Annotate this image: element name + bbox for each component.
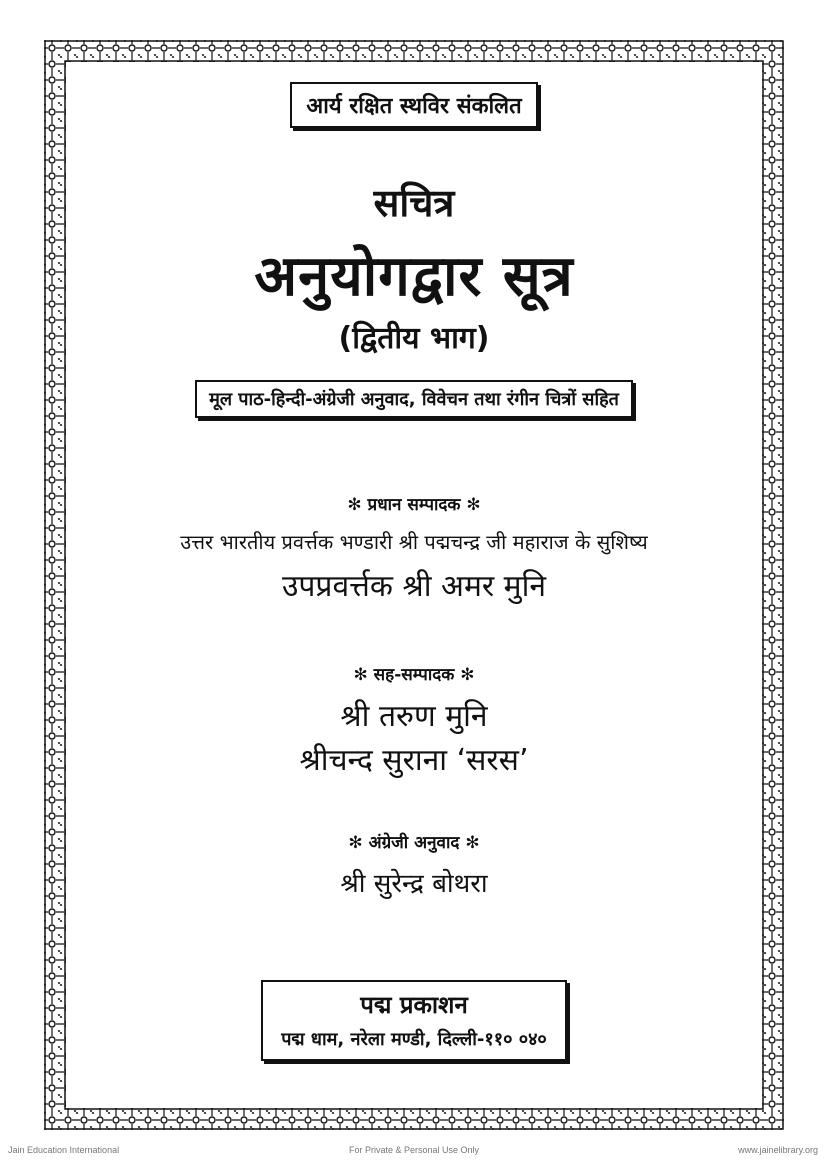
compiler-label-box [72, 82, 756, 128]
subtitle-box [72, 380, 756, 418]
co-editor-name-1: श्री तरुण मुनि [340, 699, 488, 734]
star-icon: ✻ [347, 495, 362, 515]
chief-editor-name: उपप्रवर्त्तक श्री अमर मुनि [281, 569, 547, 604]
star-icon: ✻ [466, 495, 481, 515]
co-editor-role [72, 662, 756, 685]
disciple-line: उत्तर भारतीय प्रवर्त्तक भण्डारी श्री पद्मचन्द्र जी महाराज के सुशिष्य [180, 530, 648, 554]
star-icon: ✻ [460, 665, 475, 685]
footer-right: www.jainelibrary.org [738, 1145, 818, 1155]
footer-left: Jain Education International [8, 1145, 120, 1155]
translator-name: श्री सुरेन्द्र बोथरा [340, 869, 488, 899]
main-title: अनुयोगद्वार सूत्र [254, 244, 574, 309]
star-icon: ✻ [465, 833, 480, 853]
co-editor-name-2: श्रीचन्द सुराना ‘सरस’ [299, 743, 529, 778]
footer-center: For Private & Personal Use Only [348, 1145, 480, 1155]
translator-role-label: अंग्रेजी अनुवाद [368, 833, 460, 853]
chief-editor-role-label: प्रधान सम्पादक [367, 495, 461, 515]
co-editor-role-label: सह-सम्पादक [373, 665, 455, 685]
chief-editor-role [72, 492, 756, 515]
star-icon: ✻ [353, 665, 368, 685]
compiler-label: आर्य रक्षित स्थविर संकलित [290, 82, 537, 128]
title-content [72, 68, 756, 1102]
publisher-name: पद्म प्रकाशन [360, 991, 468, 1019]
part-label: (द्वितीय भाग) [338, 321, 490, 356]
star-icon: ✻ [348, 833, 363, 853]
publisher-box [261, 980, 567, 1061]
publisher-block [72, 980, 756, 1061]
publisher-address: पद्म धाम, नरेला मण्डी, दिल्ली-११० ०४० [281, 1029, 547, 1050]
sachitra-heading: सचित्र [373, 181, 455, 225]
subtitle: मूल पाठ-हिन्दी-अंग्रेजी अनुवाद, विवेचन तथा रंगीन चित्रों सहित [195, 380, 633, 418]
translator-role [72, 830, 756, 853]
